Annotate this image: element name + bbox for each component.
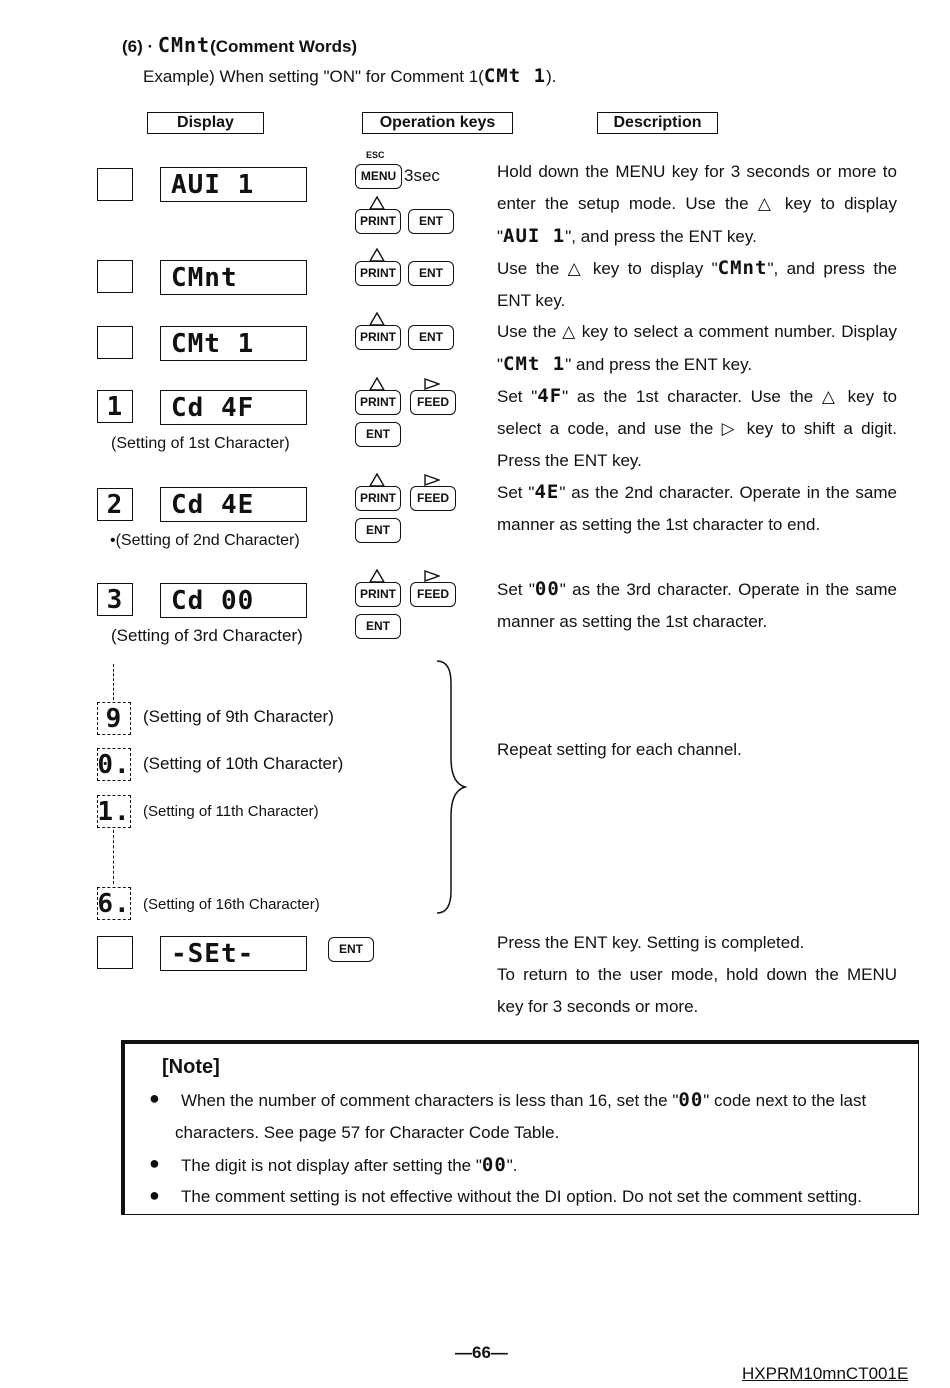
desc-text: Hold down the MENU key for 3 seconds or more to enter the setup mode. Use the △ key to display "	[497, 162, 897, 246]
ent-key[interactable]: ENT	[328, 937, 374, 962]
repeat-label: (Setting of 10th Character)	[143, 754, 344, 773]
channel-box-dashed: 0.	[97, 749, 131, 780]
note-item	[181, 1149, 911, 1182]
bullet-icon: ●	[149, 1088, 160, 1108]
print-key[interactable]: PRINT	[355, 209, 401, 234]
example-text: Example) When setting "ON" for Comment 1(	[143, 67, 484, 86]
step-description	[497, 252, 897, 317]
step-description	[497, 573, 897, 638]
ent-key[interactable]: ENT	[408, 209, 454, 234]
display-box: CMt 1	[160, 326, 307, 361]
column-header-description: Description	[597, 112, 718, 134]
channel-box: 3	[97, 583, 133, 616]
channel-box-dashed: 6.	[97, 888, 131, 919]
step-label: •(Setting of 2nd Character)	[110, 532, 300, 549]
desc-code: CMt 1	[503, 353, 566, 375]
ent-key[interactable]: ENT	[355, 518, 401, 543]
right-arrow-icon	[424, 377, 440, 391]
channel-box	[97, 168, 133, 201]
desc-text-end: " as the 2nd character. Operate in the same manner as setting the 1st character to end.	[497, 483, 897, 534]
ent-key[interactable]: ENT	[408, 325, 454, 350]
step-label: (Setting of 1st Character)	[111, 435, 290, 452]
desc-code: 00	[534, 578, 560, 600]
bracket-left: [	[162, 1056, 169, 1078]
feed-key[interactable]: FEED	[410, 486, 456, 511]
channel-box	[97, 260, 133, 293]
step-description	[497, 156, 897, 253]
example-line	[143, 65, 556, 87]
heading-prefix: (6) ·	[122, 37, 154, 56]
final-description	[497, 927, 897, 1023]
desc-code: 4E	[534, 481, 560, 503]
desc-code: AUI 1	[503, 225, 566, 247]
section-heading	[122, 33, 357, 57]
note-item	[175, 1084, 905, 1149]
desc-text: Set "	[497, 387, 538, 406]
desc-text: Use the △ key to display "	[497, 259, 718, 278]
ent-key[interactable]: ENT	[355, 422, 401, 447]
right-arrow-icon	[424, 473, 440, 487]
note-code: 00	[481, 1154, 507, 1176]
desc-text-end: ", and press the ENT key.	[565, 227, 757, 246]
print-key[interactable]: PRINT	[355, 390, 401, 415]
print-key[interactable]: PRINT	[355, 325, 401, 350]
note-text: The digit is not display after setting the "	[181, 1156, 482, 1175]
page-number: —66—	[455, 1343, 508, 1362]
display-box: Cd 4E	[160, 487, 307, 522]
desc-code: CMnt	[717, 257, 768, 279]
up-arrow-icon	[369, 569, 385, 583]
dashed-connector	[113, 664, 114, 700]
desc-text-end: " as the 3rd character. Operate in the same manner as setting the 1st character.	[497, 580, 897, 631]
esc-label: ESC	[366, 150, 385, 160]
repeat-label: (Setting of 9th Character)	[143, 707, 334, 726]
note-item: The comment setting is not effective without the DI option. Do not set the comment setting.	[181, 1187, 862, 1206]
display-box: AUI 1	[160, 167, 307, 202]
column-header-operation: Operation keys	[362, 112, 513, 134]
display-box: Cd 4F	[160, 390, 307, 425]
step-description	[497, 476, 897, 541]
dashed-connector	[113, 830, 114, 884]
up-arrow-icon	[369, 312, 385, 326]
up-arrow-icon	[369, 377, 385, 391]
note-text-end: ".	[506, 1156, 518, 1175]
desc-text: Use the △ key to select a comment number. Display "	[497, 322, 897, 374]
bullet-icon: ●	[149, 1185, 160, 1205]
final-desc-line: Press the ENT key. Setting is completed.	[497, 933, 805, 952]
print-key[interactable]: PRINT	[355, 261, 401, 286]
bullet-icon: ●	[149, 1153, 160, 1173]
channel-box-dashed: 9	[97, 702, 131, 735]
display-box: CMnt	[160, 260, 307, 295]
final-desc-line: To return to the user mode, hold down the MENU key for 3 seconds or more.	[497, 965, 897, 1016]
step-label: (Setting of 3rd Character)	[111, 626, 303, 645]
repeat-label: (Setting of 16th Character)	[143, 896, 320, 913]
note-title-text: Note	[168, 1056, 214, 1078]
channel-box	[97, 326, 133, 359]
step-description	[497, 316, 897, 381]
desc-code: 4F	[537, 385, 563, 407]
channel-box	[97, 936, 133, 969]
heading-suffix: (Comment Words)	[210, 37, 358, 56]
note-text: When the number of comment characters is less than 16, set the "	[181, 1091, 679, 1110]
menu-key[interactable]: MENU	[355, 164, 402, 189]
ent-key[interactable]: ENT	[408, 261, 454, 286]
up-arrow-icon	[369, 248, 385, 262]
repeat-description: Repeat setting for each channel.	[497, 740, 742, 759]
desc-text-end: " as the 1st character. Use the △ key to select a code, and use the ▷ key to shift a digit. Press the ENT key.	[497, 387, 897, 470]
column-header-display: Display	[147, 112, 264, 134]
up-arrow-icon	[369, 473, 385, 487]
step-description	[497, 380, 897, 477]
print-key[interactable]: PRINT	[355, 582, 401, 607]
note-text-end: " code next to the last characters. See page 57 for Character Code Table.	[175, 1091, 867, 1142]
note-title	[162, 1056, 220, 1079]
bracket-right: ]	[213, 1056, 220, 1078]
desc-text: Set "	[497, 483, 535, 502]
desc-text-end: " and press the ENT key.	[565, 355, 753, 374]
curly-brace	[433, 658, 473, 916]
channel-box-dashed: 1.	[97, 796, 131, 827]
desc-text-end: ", and press the ENT key.	[497, 259, 897, 310]
heading-code: CMnt	[157, 33, 211, 57]
document-id: HXPRM10mnCT001E	[742, 1364, 909, 1383]
feed-key[interactable]: FEED	[410, 390, 456, 415]
example-code: CMt 1	[483, 65, 547, 87]
print-key[interactable]: PRINT	[355, 486, 401, 511]
feed-key[interactable]: FEED	[410, 582, 456, 607]
desc-text: Set "	[497, 580, 535, 599]
three-sec-label: 3sec	[404, 166, 440, 185]
up-arrow-icon	[369, 196, 385, 210]
example-end: ).	[546, 67, 557, 86]
display-box: -SEt-	[160, 936, 307, 971]
repeat-label: (Setting of 11th Character)	[143, 803, 319, 820]
channel-box: 2	[97, 488, 133, 521]
ent-key[interactable]: ENT	[355, 614, 401, 639]
display-box: Cd 00	[160, 583, 307, 618]
note-code: 00	[678, 1089, 704, 1111]
right-arrow-icon	[424, 569, 440, 583]
channel-box: 1	[97, 390, 133, 423]
note-box	[121, 1040, 919, 1215]
